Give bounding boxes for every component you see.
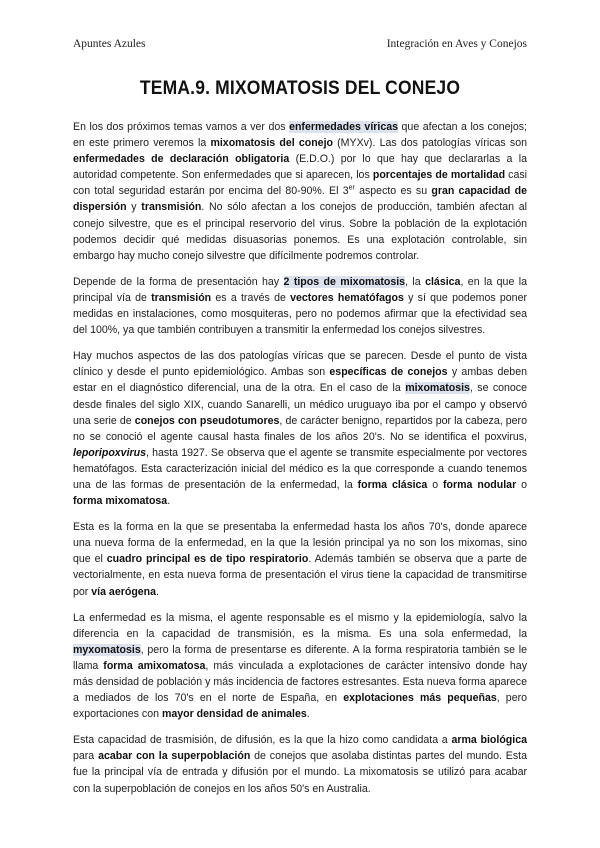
paragraph-4: Esta es la forma en la que se presentaba la enfermedad hasta los años 70's, donde aparece una nueva forma de la enfermedad, en la que la lesión principal ya no son los mixomas, sino que el cuadro principal es de tipo respiratorio. Además también se observa que a parte de vectorialmente, en esta nueva forma de presentación el virus tiene la capacidad de transmitirse por vía aerógena.: [73, 521, 527, 598]
document-body: [73, 119, 527, 807]
header-left: Apuntes Azules: [73, 38, 146, 50]
paragraph-3: Hay muchos aspectos de las dos patologías víricas que se parecen. Desde el punto de vista clínico y desde el punto epidemiológico. Ambas son específicas de conejos y ambas deben estar en el diagnóstico diferencial, una de la otra. En el caso de la mixomatosis, se conoce desde finales del siglo XIX, cuando Sanarelli, un médico uruguayo iba por el campo y observó una serie de conejos con pseudotumores, de carácter benigno, repartidos por la cabeza, pero no se conoció el agente causal hasta finales de los años 20's. No se identifica el poxvirus, leporipoxvirus, hasta 1927. Se observa que el agente se transmite especialmente por vectores hematófagos. Esta caracterización inicial del médico es la que corresponde a cuando tenemos una de las formas de presentación de la enfermedad, la forma clásica o forma nodular o forma mixomatosa.: [73, 350, 527, 508]
paragraph-5: La enfermedad es la misma, el agente responsable es el mismo y la epidemiología, salvo la diferencia en la capacidad de transmisión, es la misma. Es una sola enfermedad, la myxomatosis, pero la forma de presentarse es diferente. A la forma respiratoria también se le llama forma amixomatosa, más vinculada a explotaciones de carácter intensivo donde hay más densidad de población y más incidencia de factores estresantes. Esta nueva forma aparece a mediados de los 70's en el norte de España, en explotaciones más pequeñas, pero exportaciones con mayor densidad de animales.: [73, 611, 527, 721]
paragraph-2: Depende de la forma de presentación hay 2 tipos de mixomatosis, la clásica, en la que la principal vía de transmisión es a través de vectores hematófagos y sí que podemos poner medidas en instalaciones, como mosquiteras, pero no podemos afirmar que la efectividad sea del 100%, ya que también contribuyen a transmitir la enfermedad los conejos silvestres.: [73, 275, 527, 337]
paragraph-1: En los dos próximos temas vamos a ver dos enfermedades víricas que afectan a los conejos; en este primero veremos la mixomatosis del conejo (MYXv). Las dos patologías víricas son enfermedades de declaración obligatoria (E.D.O.) por lo que hay que declararlas a la autoridad competente. Son enfermedades que si aparecen, los porcentajes de mortalidad casi con total seguridad estarán por encima del 80-90%. El 3er aspecto es su gran capacidad de dispersión y transmisión. No sólo afectan a los conejos de producción, también afectan al conejo silvestre, que es el principal reservorio del virus. Sobre la población de la explotación podemos decidir qué medidas disuasorias ponemos. Es una explotación controlable, sin embargo hay mucho conejo silvestre que difícilmente podremos controlar.: [73, 121, 527, 262]
paragraph-6: Esta capacidad de trasmisión, de difusión, es la que la hizo como candidata a arma biológica para acabar con la superpoblación de conejos que asolaba distintas partes del mundo. Esta fue la principal vía de entrada y difusión por el mundo. La mixomatosis se utilizó para acabar con la superpoblación de conejos en los años 50's en Australia.: [73, 734, 527, 795]
header-right: Integración en Aves y Conejos: [386, 38, 527, 50]
page-title: TEMA.9. MIXOMATOSIS DEL CONEJO: [139, 78, 461, 99]
